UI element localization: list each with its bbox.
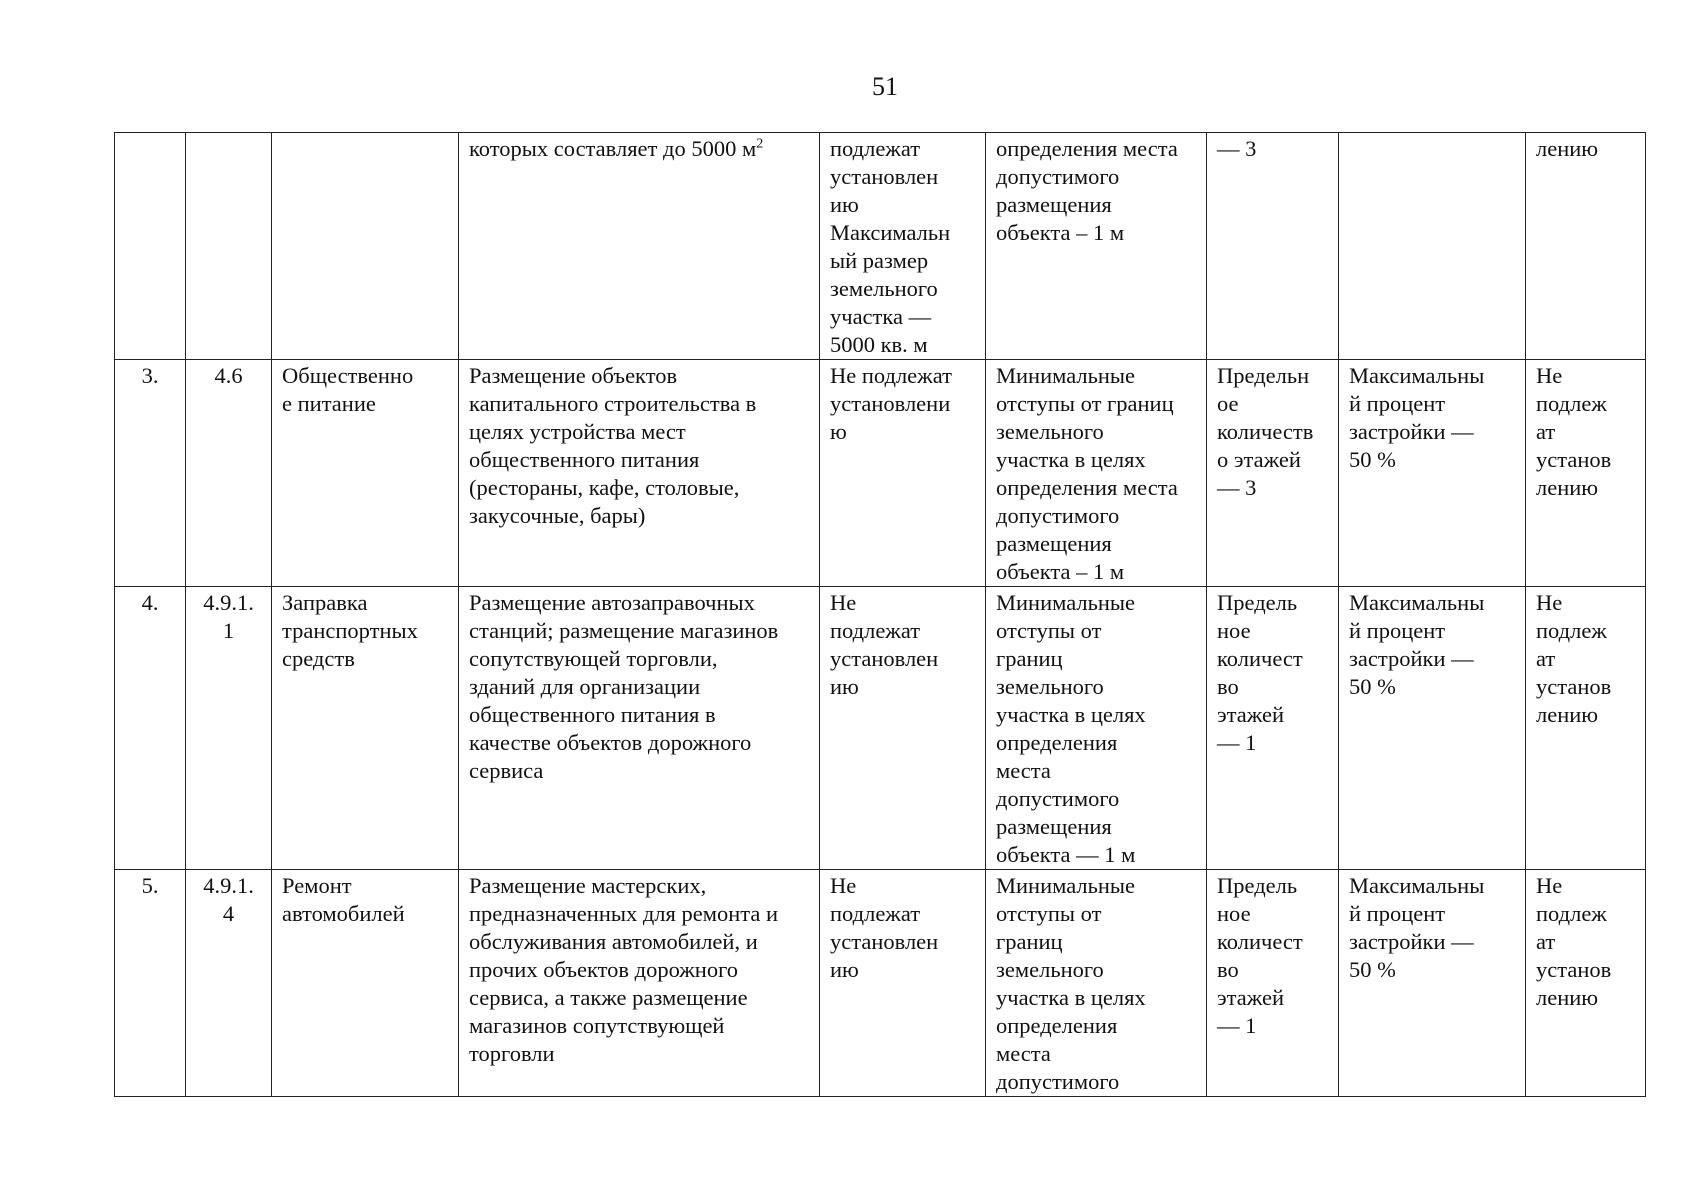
cell-line: границ (996, 929, 1063, 954)
cell-line: подлеж (1536, 391, 1607, 416)
cell-line: сервиса, а также размещение (469, 985, 748, 1010)
cell-line: Максимальн (830, 220, 951, 245)
cell-line: ю (830, 419, 847, 444)
cell-setbacks (986, 360, 1207, 587)
cell-line: объекта – 1 м (996, 559, 1125, 584)
cell-line: автомобилей (282, 901, 405, 926)
cell-line: Не (830, 590, 857, 615)
cell-line: подлеж (1536, 618, 1607, 643)
cell-line: определения места (996, 136, 1178, 161)
cell-line: места (996, 758, 1051, 783)
cell-line: ый размер (830, 248, 929, 273)
cell-use-name (272, 870, 459, 1097)
cell-use-name (272, 133, 459, 360)
cell-plot-size (820, 360, 986, 587)
cell-use-description (459, 870, 820, 1097)
cell-line: земельного (996, 957, 1104, 982)
cell-line: магазинов сопутствующей (469, 1013, 725, 1038)
cell-line: земельного (830, 276, 938, 301)
cell-line: установлен (830, 164, 939, 189)
cell-line: установлен (830, 646, 939, 671)
cell-floors (1207, 133, 1339, 360)
cell-line: установ (1536, 957, 1612, 982)
cell-line: предназначенных для ремонта и (469, 901, 779, 926)
cell-line: Предель (1217, 873, 1298, 898)
superscript: 2 (756, 136, 764, 152)
cell-plot-size (820, 133, 986, 360)
cell-line: застройки — (1349, 646, 1474, 671)
cell-line: размещения (996, 814, 1112, 839)
cell-line: подлежат (830, 901, 921, 926)
cell-line: этажей (1217, 702, 1285, 727)
cell-line: Не (1536, 363, 1563, 388)
cell-row-number (115, 870, 186, 1097)
cell-line: Минимальные (996, 363, 1136, 388)
cell-line: отступы от (996, 618, 1102, 643)
cell-line: Ремонт (282, 873, 352, 898)
cell-line: Максимальны (1349, 363, 1485, 388)
cell-line: отступы от (996, 901, 1102, 926)
cell-line: ию (830, 192, 859, 217)
cell-use-code (186, 360, 272, 587)
cell-line: отступы от границ (996, 391, 1174, 416)
cell-line: Общественно (282, 363, 414, 388)
page-number: 51 (872, 72, 898, 101)
cell-floors (1207, 360, 1339, 587)
cell-line: допустимого (996, 1069, 1120, 1094)
cell-line: земельного (996, 674, 1104, 699)
cell-floors (1207, 870, 1339, 1097)
cell-line: размещения (996, 531, 1112, 556)
cell-line: застройки — (1349, 419, 1474, 444)
cell-line: 50 % (1349, 957, 1396, 982)
cell-line: — 1 (1217, 1013, 1257, 1038)
cell-line: Не подлежат (830, 363, 952, 388)
cell-line: размещения (996, 192, 1112, 217)
cell-line: 4 (222, 901, 235, 926)
cell-line: во (1217, 674, 1239, 699)
cell-line: зданий для организации (469, 674, 701, 699)
cell-line: общественного питания в (469, 702, 716, 727)
cell-line: транспортных (282, 618, 418, 643)
cell-line: участка в целях (996, 985, 1146, 1010)
cell-use-code (186, 870, 272, 1097)
cell-use-code (186, 587, 272, 870)
cell-line: которых составляет до 5000 $м^2$ (469, 136, 764, 161)
cell-use-description (459, 360, 820, 587)
cell-line: й процент (1349, 618, 1446, 643)
cell-line: Не (830, 873, 857, 898)
cell-line: е питание (282, 391, 376, 416)
cell-use-description (459, 587, 820, 870)
cell-line: Минимальные (996, 873, 1136, 898)
cell-line: 50 % (1349, 674, 1396, 699)
cell-coverage (1339, 360, 1526, 587)
cell-line: Предель (1217, 590, 1298, 615)
cell-line: прочих объектов дорожного (469, 957, 739, 982)
cell-line: 5000 кв. м (830, 332, 928, 357)
cell-line: этажей (1217, 985, 1285, 1010)
cell-use-code (186, 133, 272, 360)
cell-line: средств (282, 646, 355, 671)
cell-line: участка в целях (996, 702, 1146, 727)
cell-floors (1207, 587, 1339, 870)
cell-line: 4. (141, 590, 159, 615)
cell-line: допустимого (996, 786, 1120, 811)
cell-line: 4.9.1. (203, 590, 254, 615)
cell-line: Не (1536, 873, 1563, 898)
cell-line: качестве объектов дорожного (469, 730, 752, 755)
cell-line: й процент (1349, 901, 1446, 926)
cell-line: капитального строительства в (469, 391, 757, 416)
cell-line: о этажей (1217, 447, 1301, 472)
cell-line: подлеж (1536, 901, 1607, 926)
cell-setbacks (986, 587, 1207, 870)
cell-line: места (996, 1041, 1051, 1066)
cell-line: количест (1217, 646, 1303, 671)
cell-use-name (272, 587, 459, 870)
cell-line: объекта — 1 м (996, 842, 1136, 867)
cell-setbacks (986, 133, 1207, 360)
cell-line: лению (1536, 985, 1599, 1010)
cell-setbacks (986, 870, 1207, 1097)
cell-line: (рестораны, кафе, столовые, (469, 475, 740, 500)
cell-line: й процент (1349, 391, 1446, 416)
cell-line: торговли (469, 1041, 555, 1066)
table-row (115, 587, 1646, 870)
cell-line: определения (996, 730, 1118, 755)
cell-line: закусочные, бары) (469, 503, 646, 528)
cell-line: ное (1217, 618, 1251, 643)
table-row (115, 360, 1646, 587)
cell-coverage (1339, 587, 1526, 870)
cell-line: ию (830, 957, 859, 982)
cell-line: ию (830, 674, 859, 699)
cell-plot-size (820, 587, 986, 870)
cell-other-params (1526, 360, 1646, 587)
cell-line: общественного питания (469, 447, 700, 472)
cell-line: сопутствующей торговли, (469, 646, 718, 671)
table-row (115, 133, 1646, 360)
cell-line: во (1217, 957, 1239, 982)
cell-coverage (1339, 133, 1526, 360)
cell-line: 3. (141, 363, 159, 388)
cell-line: лению (1536, 702, 1599, 727)
cell-row-number (115, 587, 186, 870)
cell-line: Предельн (1217, 363, 1310, 388)
cell-line: Максимальны (1349, 590, 1485, 615)
cell-line: земельного (996, 419, 1104, 444)
cell-line: Не (1536, 590, 1563, 615)
cell-line: ное (1217, 901, 1251, 926)
cell-coverage (1339, 870, 1526, 1097)
cell-line: 4.9.1. (203, 873, 254, 898)
cell-line: ат (1536, 646, 1556, 671)
cell-line: ат (1536, 929, 1556, 954)
cell-line: установ (1536, 447, 1612, 472)
cell-other-params (1526, 587, 1646, 870)
cell-line: участка — (830, 304, 932, 329)
cell-row-number (115, 360, 186, 587)
cell-line: застройки — (1349, 929, 1474, 954)
cell-line: установлен (830, 929, 939, 954)
cell-line: 50 % (1349, 447, 1396, 472)
cell-line: подлежат (830, 136, 921, 161)
cell-line: установлени (830, 391, 951, 416)
cell-line: подлежат (830, 618, 921, 643)
cell-line: Размещение мастерских, (469, 873, 707, 898)
cell-line: сервиса (469, 758, 544, 783)
cell-line: обслуживания автомобилей, и (469, 929, 758, 954)
cell-line: 4.6 (214, 363, 243, 388)
cell-other-params (1526, 133, 1646, 360)
cell-line: целях устройства мест (469, 419, 686, 444)
cell-line: количеств (1217, 419, 1314, 444)
cell-line: Заправка (282, 590, 368, 615)
cell-line: участка в целях (996, 447, 1146, 472)
cell-line: количест (1217, 929, 1303, 954)
cell-line: 1 (222, 618, 235, 643)
cell-line: определения (996, 1013, 1118, 1038)
cell-plot-size (820, 870, 986, 1097)
cell-line: границ (996, 646, 1063, 671)
table-row (115, 870, 1646, 1097)
cell-line: станций; размещение магазинов (469, 618, 779, 643)
regulations-table (114, 132, 1646, 1097)
cell-line: объекта – 1 м (996, 220, 1125, 245)
cell-line: лению (1536, 136, 1599, 161)
cell-line: установ (1536, 674, 1612, 699)
cell-line: Минимальные (996, 590, 1136, 615)
cell-line: ое (1217, 391, 1239, 416)
cell-line: 5. (141, 873, 159, 898)
cell-line: допустимого (996, 503, 1120, 528)
cell-line: определения места (996, 475, 1178, 500)
cell-line: Размещение объектов (469, 363, 678, 388)
cell-line: Размещение автозаправочных (469, 590, 755, 615)
cell-line: — 3 (1217, 136, 1257, 161)
cell-line: ат (1536, 419, 1556, 444)
cell-line: — 3 (1217, 475, 1257, 500)
cell-row-number (115, 133, 186, 360)
cell-line: Максимальны (1349, 873, 1485, 898)
cell-line: — 1 (1217, 730, 1257, 755)
cell-line: лению (1536, 475, 1599, 500)
cell-other-params (1526, 870, 1646, 1097)
cell-line: допустимого (996, 164, 1120, 189)
cell-use-description (459, 133, 820, 360)
cell-use-name (272, 360, 459, 587)
